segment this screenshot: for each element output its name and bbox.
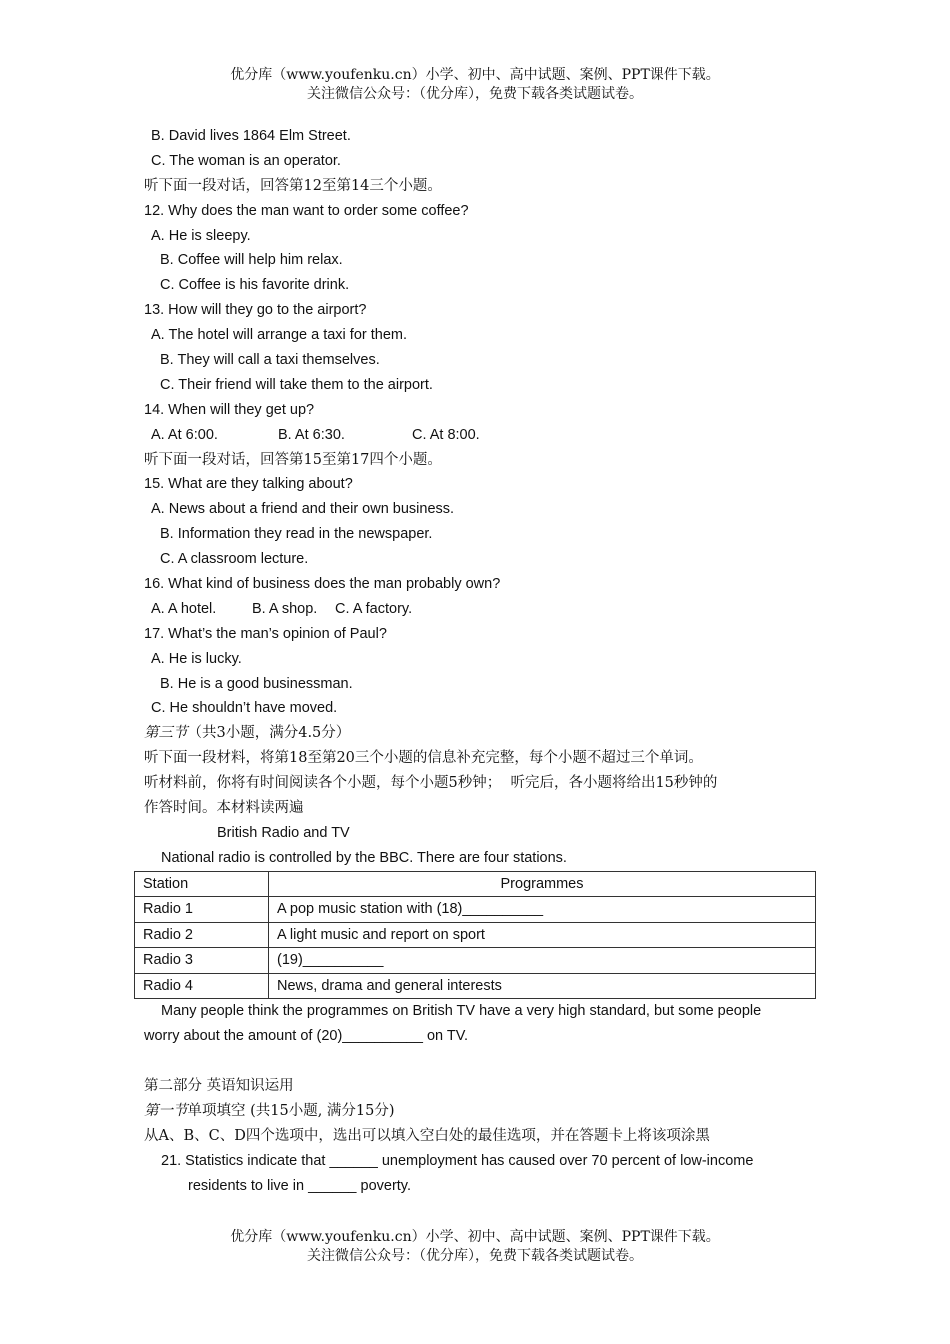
material-after-1: Many people think the programmes on British TV have a very high standard, but some people: [161, 1003, 762, 1020]
section3-title-italic: 第三节: [144, 725, 188, 742]
table-row: [135, 948, 816, 974]
header-line-2: 关注微信公众号：（优分库），免费下载各类试题试卷。: [307, 86, 643, 102]
q12-option-a: A. He is sleepy.: [151, 227, 251, 244]
station-cell: Radio 3: [135, 948, 269, 974]
section3-title: [144, 721, 824, 746]
q21-line-1: 21. Statistics indicate that ______ unemployment has caused over 70 percent of low-income: [161, 1152, 754, 1169]
table-row: [135, 922, 816, 948]
station-cell: Radio 2: [135, 922, 269, 948]
header-line-1: 优分库（www.youfenku.cn）小学、初中、高中试题、案例、PPT课件下载。: [230, 67, 720, 83]
table-header-programmes: Programmes: [269, 871, 816, 897]
spacer: [144, 1049, 824, 1074]
table-header-row: [135, 871, 816, 897]
q14-option-a: A. At 6:00.: [151, 426, 218, 443]
q16-options: [144, 597, 824, 622]
q16-option-b: B. A shop.: [252, 600, 318, 617]
q21-line-2: residents to live in ______ poverty.: [188, 1177, 412, 1194]
q14-stem: 14. When will they get up?: [144, 401, 315, 418]
q14-options: [144, 423, 824, 448]
q15-option-c: C. A classroom lecture.: [160, 551, 309, 568]
q17-option-c: C. He shouldn’t have moved.: [151, 700, 338, 717]
station-cell: Radio 4: [135, 973, 269, 999]
table-row: [135, 897, 816, 923]
instruction-12-14: 听下面一段对话，回答第12至第14三个小题。: [144, 177, 442, 194]
page-footer: [0, 1228, 950, 1266]
material-title: British Radio and TV: [217, 824, 350, 841]
station-cell: Radio 1: [135, 897, 269, 923]
section3-instruction-2: 听材料前，你将有时间阅读各个小题，每个小题5秒钟； 听完后，各小题将给出15秒钟的: [144, 775, 718, 792]
q13-option-c: C. Their friend will take them to the airport.: [160, 376, 433, 393]
part2-title: 第二部分 英语知识运用: [144, 1078, 294, 1094]
programme-cell: News, drama and general interests: [269, 973, 816, 999]
programme-cell: A pop music station with (18)__________: [269, 897, 816, 923]
q16-option-a: A. A hotel.: [151, 600, 217, 617]
programme-cell: A light music and report on sport: [269, 922, 816, 948]
q14-option-b: B. At 6:30.: [278, 426, 345, 443]
instruction-15-17: 听下面一段对话，回答第15至第17四个小题。: [144, 451, 442, 468]
part2-section1-rest: 单项填空 (共15小题, 满分15分): [187, 1102, 395, 1119]
q13-stem: 13. How will they go to the airport?: [144, 302, 367, 319]
part2-section1-title: [144, 1099, 824, 1124]
programme-cell: (19)__________: [269, 948, 816, 974]
q17-option-b: B. He is a good businessman.: [160, 675, 353, 692]
part2-instruction: 从A、B、C、D四个选项中，选出可以填入空白处的最佳选项，并在答题卡上将该项涂黑: [144, 1127, 710, 1144]
q15-option-a: A. News about a friend and their own business.: [151, 501, 455, 518]
section3-instruction-3: 作答时间。本材料读两遍: [144, 800, 304, 817]
table-row: [135, 973, 816, 999]
page-header: [0, 66, 950, 104]
q13-option-b: B. They will call a taxi themselves.: [160, 352, 380, 369]
footer-line-2: 关注微信公众号：（优分库），免费下载各类试题试卷。: [307, 1248, 643, 1264]
document-body: [144, 124, 824, 1198]
q13-option-a: A. The hotel will arrange a taxi for them.: [151, 327, 408, 344]
material-after-2: worry about the amount of (20)__________ on TV.: [144, 1028, 469, 1045]
q15-option-b: B. Information they read in the newspaper.: [160, 526, 433, 543]
programmes-table: [134, 871, 816, 1000]
q11-option-c: C. The woman is an operator.: [151, 152, 341, 169]
q12-option-b: B. Coffee will help him relax.: [160, 252, 343, 269]
q12-option-c: C. Coffee is his favorite drink.: [160, 277, 350, 294]
table-header-station: Station: [135, 871, 269, 897]
material-intro: National radio is controlled by the BBC. There are four stations.: [161, 849, 567, 866]
q11-option-b: B. David lives 1864 Elm Street.: [151, 128, 351, 144]
footer-line-1: 优分库（www.youfenku.cn）小学、初中、高中试题、案例、PPT课件下载。: [230, 1229, 720, 1245]
q15-stem: 15. What are they talking about?: [144, 476, 353, 493]
q17-option-a: A. He is lucky.: [151, 650, 242, 667]
q14-option-c: C. At 8:00.: [412, 426, 480, 443]
section3-instruction-1: 听下面一段材料，将第18至第20三个小题的信息补充完整，每个小题不超过三个单词。: [144, 750, 703, 767]
q16-option-c: C. A factory.: [335, 600, 413, 617]
q17-stem: 17. What’s the man’s opinion of Paul?: [144, 625, 387, 642]
part2-section1-italic: 第一节: [144, 1102, 188, 1119]
q16-stem: 16. What kind of business does the man probably own?: [144, 576, 501, 593]
q12-stem: 12. Why does the man want to order some coffee?: [144, 202, 469, 219]
section3-title-rest: （共3小题，满分4.5分）: [187, 725, 351, 742]
